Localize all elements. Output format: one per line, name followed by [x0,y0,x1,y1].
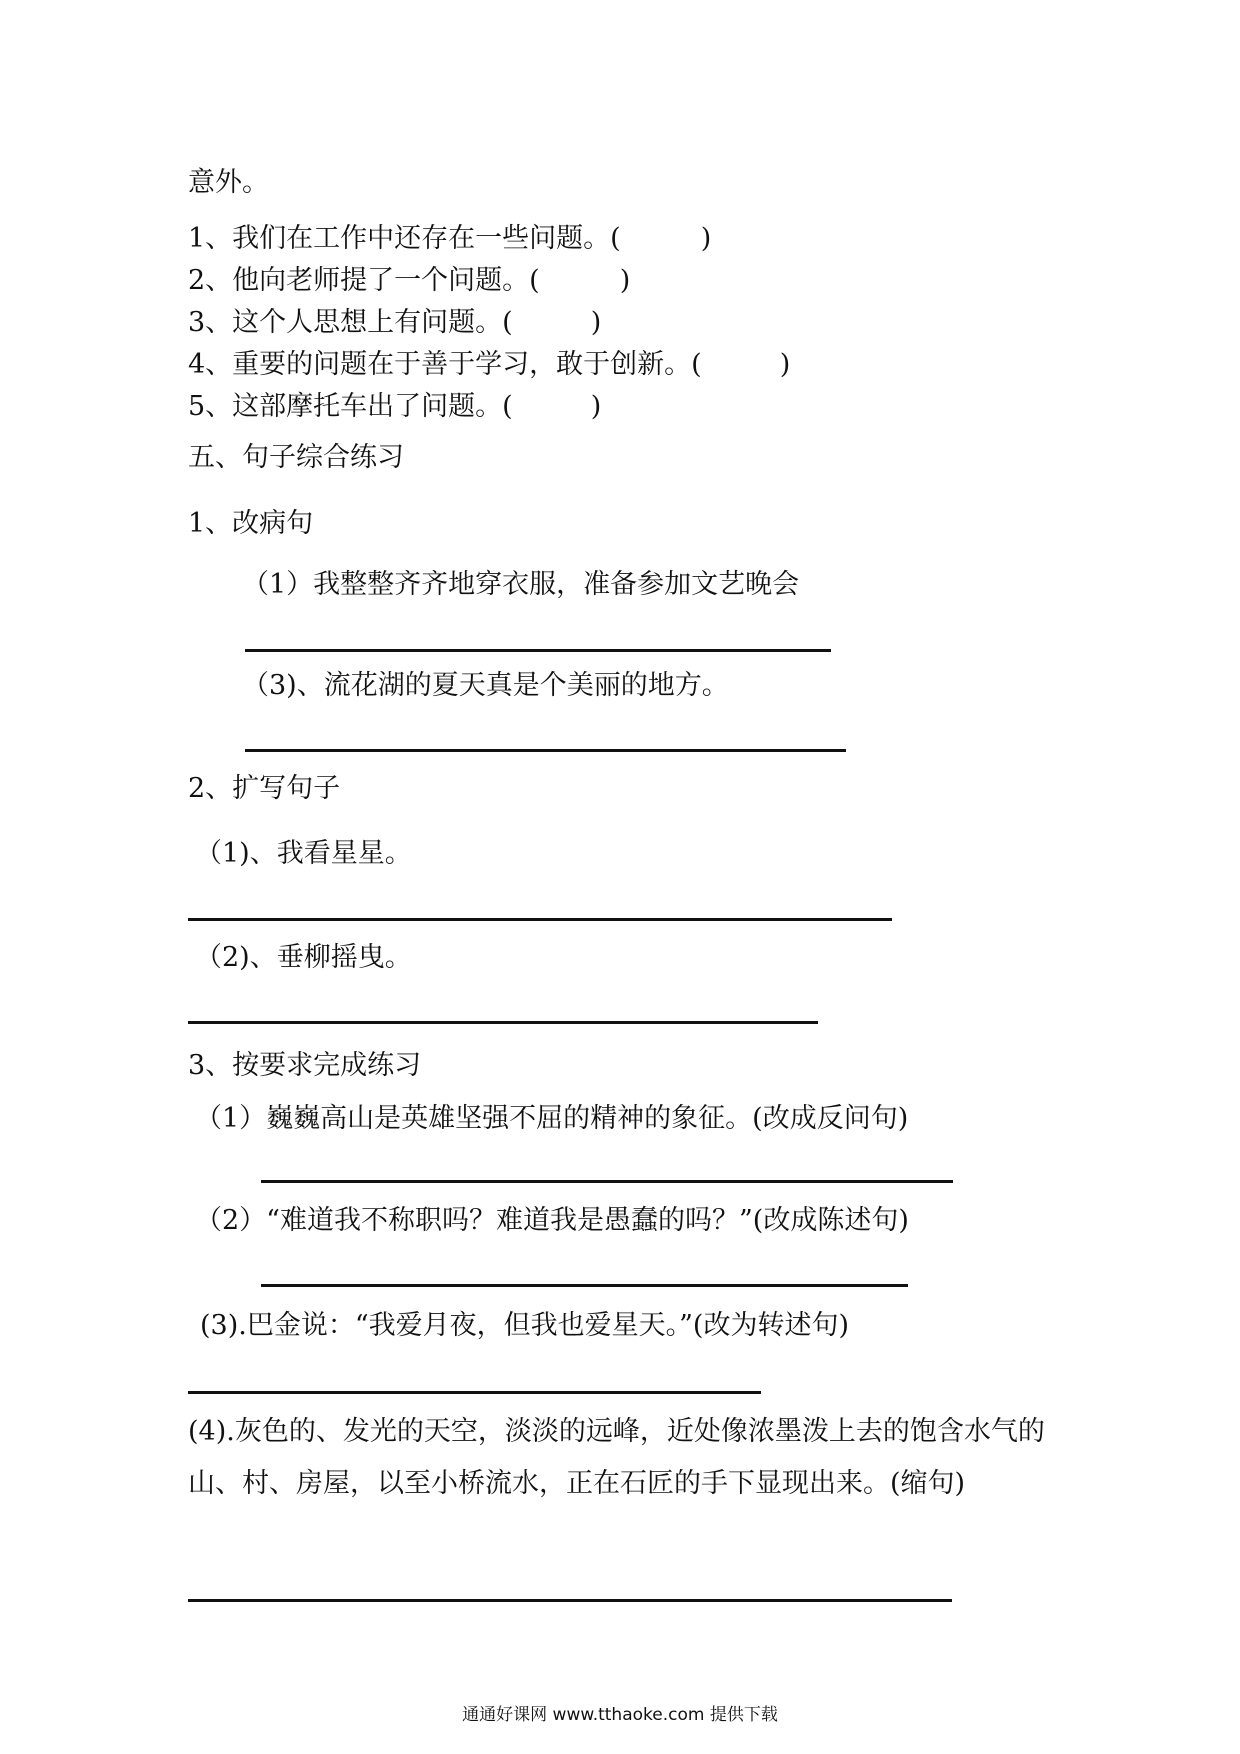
expand-item-2: （2)、垂柳摇曳。 [195,942,412,973]
exercise-item-1: （1）巍巍高山是英雄坚强不屈的精神的象征。(改成反问句) [195,1103,909,1134]
answer-line [245,649,831,652]
answer-line [188,1391,761,1394]
exercise-item-4: (4).灰色的、发光的天空，淡淡的远峰，近处像浓墨泼上去的饱含水气的山、村、房屋，以至小桥流水，正在石匠的手下显现出来。(缩句) [188,1416,1045,1499]
footer-source: 通通好课网 www.tthaoke.com 提供下载 [462,1705,778,1725]
question-4 [188,348,790,382]
intro-line: 意外。 [188,167,269,198]
exercise-item-2: （2）“难道我不称职吗？难道我是愚蠢的吗？”(改成陈述句) [195,1205,909,1236]
expand-item-1: （1)、我看星星。 [195,838,412,869]
question-2 [188,264,630,298]
question-1-paren-close: ) [700,223,712,254]
subsection-2-heading: 2、扩写句子 [188,773,341,804]
answer-line [261,1180,953,1183]
correction-item-1: （1）我整整齐齐地穿衣服，准备参加文艺晚会 [242,569,800,600]
question-3-paren-close: ) [590,307,602,338]
exercise-item-3: (3).巴金说：“我爱月夜，但我也爱星天。”(改为转述句) [200,1310,850,1341]
subsection-3-heading: 3、按要求完成练习 [188,1050,422,1081]
question-5 [188,390,601,424]
question-2-text: 2、他向老师提了一个问题。( [188,265,540,296]
question-5-paren-close: ) [590,391,602,422]
answer-line [188,1599,952,1602]
question-1-text: 1、我们在工作中还存在一些问题。( [188,223,621,254]
answer-line [261,1284,908,1287]
question-5-text: 5、这部摩托车出了问题。( [188,391,513,422]
question-4-paren-close: ) [779,349,791,380]
question-4-text: 4、重要的问题在于善于学习，敢于创新。( [188,349,702,380]
answer-line [245,749,846,752]
correction-item-3: （3)、流花湖的夏天真是个美丽的地方。 [242,670,729,701]
question-3 [188,306,601,340]
subsection-1-heading: 1、改病句 [188,508,314,539]
answer-line [188,918,892,921]
section-5-heading: 五、句子综合练习 [188,442,404,473]
question-1 [188,222,711,256]
question-3-text: 3、这个人思想上有问题。( [188,307,513,338]
answer-line [188,1021,818,1024]
question-2-paren-close: ) [619,265,631,296]
